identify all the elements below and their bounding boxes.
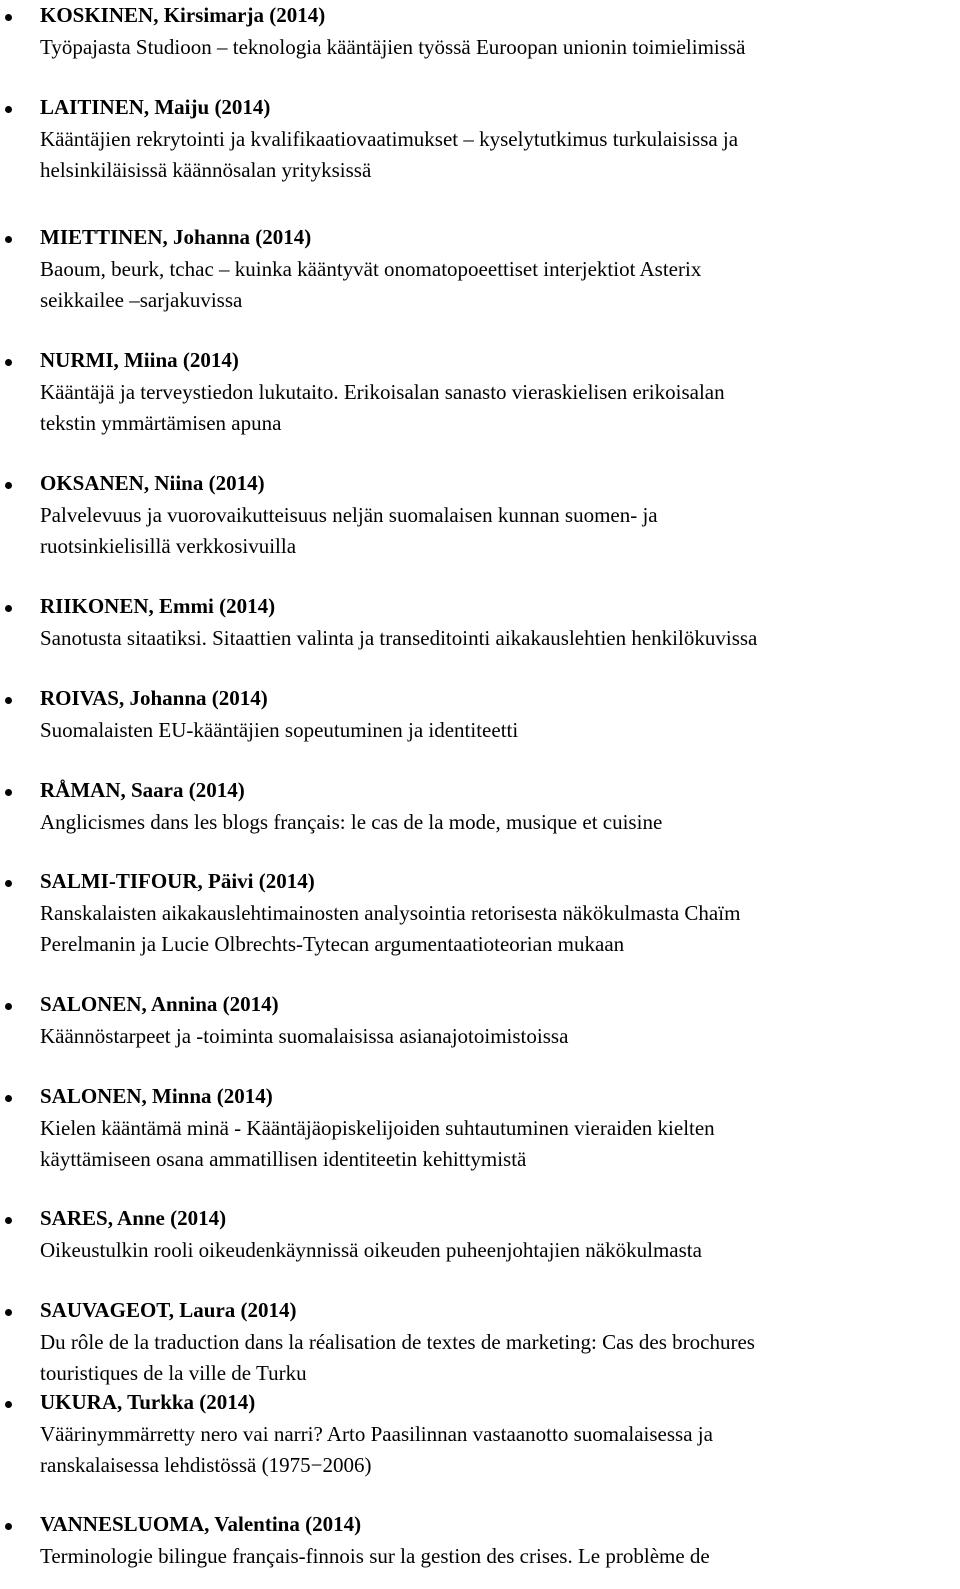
bullet-icon xyxy=(5,1309,12,1316)
bullet-icon xyxy=(5,1217,12,1224)
entry-title: Anglicismes dans les blogs français: le cas de la mode, musique et cuisine xyxy=(40,810,663,834)
bullet-icon xyxy=(5,697,12,704)
bullet-icon xyxy=(5,1003,12,1010)
entry-title: Terminologie bilingue français-finnois sur la gestion des crises. Le problème de xyxy=(40,1544,710,1568)
entry-author: SALONEN, Annina (2014) xyxy=(40,992,279,1016)
entry-title: Kääntäjien rekrytointi ja kvalifikaatiovaatimukset – kyselytutkimus turkulaisissa ja helsinkiläisissä käännösalan yrityksissä xyxy=(40,127,739,182)
entry-author: RÅMAN, Saara (2014) xyxy=(40,778,245,802)
entry-author: OKSANEN, Niina (2014) xyxy=(40,471,265,495)
entry-title: Suomalaisten EU-kääntäjien sopeutuminen ja identiteetti xyxy=(40,718,519,742)
bullet-icon xyxy=(5,1401,12,1408)
bullet-icon xyxy=(5,880,12,887)
entry-author: VANNESLUOMA, Valentina (2014) xyxy=(40,1512,362,1536)
bullet-icon xyxy=(5,1095,12,1102)
entry-author: SARES, Anne (2014) xyxy=(40,1206,227,1230)
entry-author: KOSKINEN, Kirsimarja (2014) xyxy=(40,3,326,27)
bullet-icon xyxy=(5,605,12,612)
entry-title: Sanotusta sitaatiksi. Sitaattien valinta ja transeditointi aikakauslehtien henkilökuvissa xyxy=(40,626,758,650)
entry-author: SALMI-TIFOUR, Päivi (2014) xyxy=(40,869,315,893)
entry-author: SALONEN, Minna (2014) xyxy=(40,1084,273,1108)
entry-title: Väärinymmärretty nero vai narri? Arto Paasilinnan vastaanotto suomalaisessa ja ranskalaisessa lehdistössä (1975−2006) xyxy=(40,1422,713,1477)
entry-title: Kielen kääntämä minä - Kääntäjäopiskelijoiden suhtautuminen vieraiden kielten käyttämiseen osana ammatillisen identiteetin kehittymistä xyxy=(40,1116,715,1171)
bullet-icon xyxy=(5,789,12,796)
bullet-icon xyxy=(5,236,12,243)
entry-title: Palvelevuus ja vuorovaikutteisuus neljän suomalaisen kunnan suomen- ja ruotsinkielisillä verkkosivuilla xyxy=(40,503,658,558)
bullet-icon xyxy=(5,359,12,366)
entry-title: Kääntäjä ja terveystiedon lukutaito. Erikoisalan sanasto vieraskielisen erikoisalan tekstin ymmärtämisen apuna xyxy=(40,380,725,435)
entry-title: Baoum, beurk, tchac – kuinka kääntyvät onomatopoeettiset interjektiot Asterix seikkailee –sarjakuvissa xyxy=(40,257,702,312)
entry-author: SAUVAGEOT, Laura (2014) xyxy=(40,1298,297,1322)
bullet-icon xyxy=(5,14,12,21)
bullet-icon xyxy=(5,106,12,113)
entry-author: MIETTINEN, Johanna (2014) xyxy=(40,225,312,249)
entry-author: UKURA, Turkka (2014) xyxy=(40,1390,256,1414)
entry-author: RIIKONEN, Emmi (2014) xyxy=(40,594,276,618)
entry-title: Du rôle de la traduction dans la réalisation de textes de marketing: Cas des brochures touristiques de la ville de Turku xyxy=(40,1330,755,1385)
bullet-icon xyxy=(5,1523,12,1530)
entry-title: Työpajasta Studioon – teknologia kääntäjien työssä Euroopan unionin toimielimissä xyxy=(40,35,746,59)
bullet-icon xyxy=(5,482,12,489)
entry-author: ROIVAS, Johanna (2014) xyxy=(40,686,268,710)
entry-title: Ranskalaisten aikakauslehtimainosten analysointia retorisesta näkökulmasta Chaïm Perelmanin ja Lucie Olbrechts-Tytecan argumentaatioteorian mukaan xyxy=(40,901,741,956)
entry-author: NURMI, Miina (2014) xyxy=(40,348,239,372)
entry-title: Oikeustulkin rooli oikeudenkäynnissä oikeuden puheenjohtajien näkökulmasta xyxy=(40,1238,702,1262)
entry-author: LAITINEN, Maiju (2014) xyxy=(40,95,271,119)
entry-title: Käännöstarpeet ja -toiminta suomalaisissa asianajotoimistoissa xyxy=(40,1024,569,1048)
